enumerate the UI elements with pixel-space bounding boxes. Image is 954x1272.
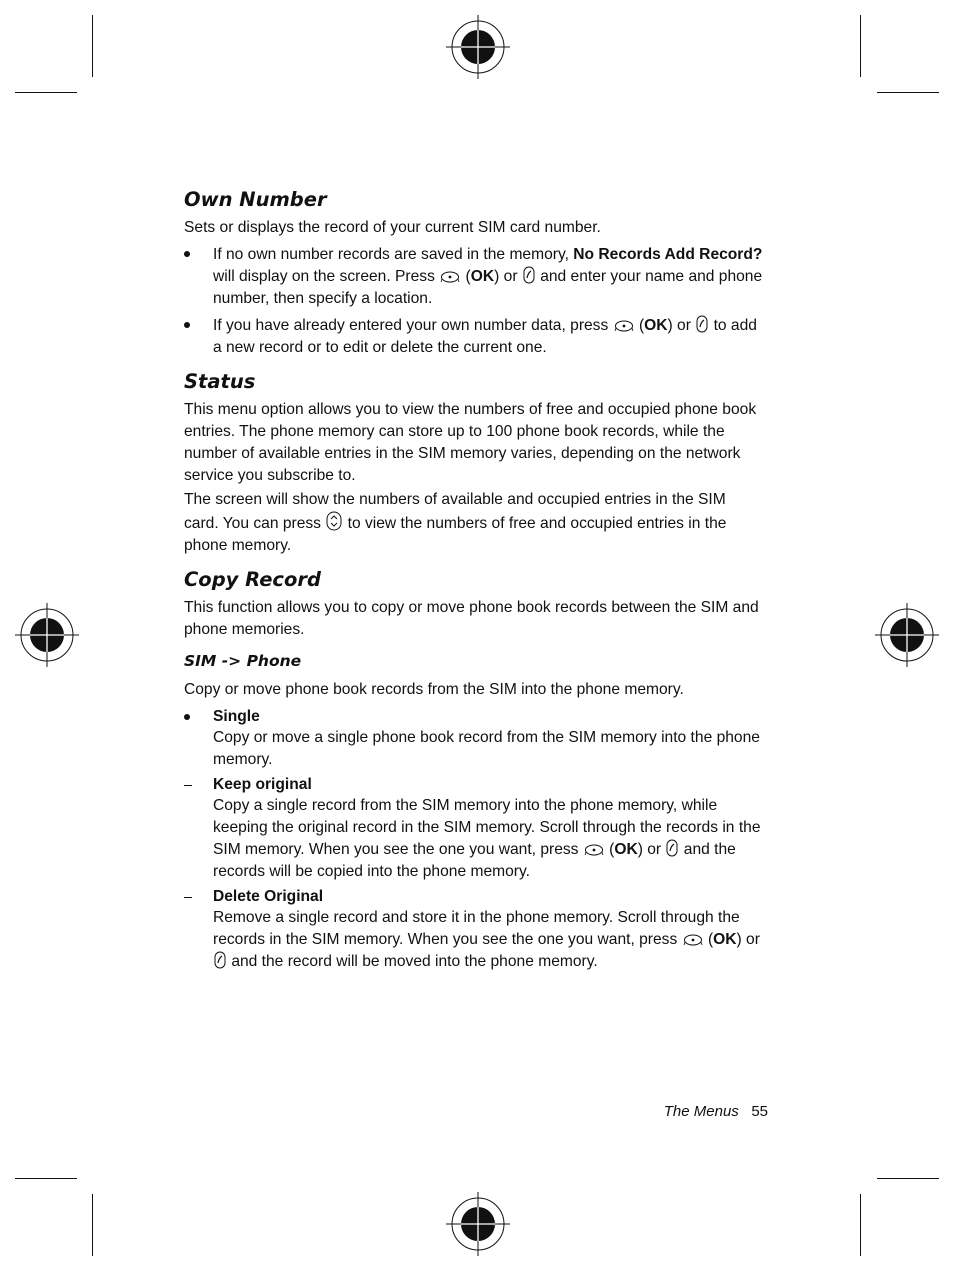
crop-mark xyxy=(15,92,77,93)
option-label-delete-original: Delete Original xyxy=(213,888,324,905)
section-title-own-number: Own Number xyxy=(184,188,327,211)
no-records-message: No Records Add Record? xyxy=(573,246,763,263)
bullet-icon xyxy=(184,322,190,328)
sim-phone-intro: Copy or move phone book records from the SIM into the phone memory. xyxy=(184,681,684,698)
call-key-icon xyxy=(523,266,535,284)
registration-mark-icon xyxy=(446,1192,510,1256)
list-item xyxy=(184,775,764,883)
footer-section-name: The Menus xyxy=(663,1103,739,1120)
bullet-icon xyxy=(184,714,190,720)
page-footer xyxy=(664,1103,768,1120)
option-description: Copy or move a single phone book record from the SIM memory into the phone memory. xyxy=(213,729,760,768)
section-title-copy-record: Copy Record xyxy=(184,568,321,591)
list-item xyxy=(184,887,764,973)
ok-key-icon xyxy=(683,933,703,947)
call-key-icon xyxy=(214,951,226,969)
call-key-icon xyxy=(696,315,708,333)
crop-mark xyxy=(15,1178,77,1179)
dash-icon xyxy=(184,785,192,786)
option-description: Remove a single record and store it in the phone memory. Scroll through the records in the SIM memory. When you see the one you want, press (OK) or and the record will be moved into the phone memory. xyxy=(213,909,760,970)
subsection-title-sim-phone: SIM -> Phone xyxy=(184,652,302,670)
bullet-icon xyxy=(184,251,190,257)
status-paragraph: This menu option allows you to view the numbers of free and occupied phone book entries. The phone memory can store up to 100 phone book records, while the number of available entries in the SIM memory varies, depending on the network service you subscribe to. xyxy=(184,401,757,484)
option-label-keep-original: Keep original xyxy=(213,776,312,793)
own-number-intro: Sets or displays the record of your current SIM card number. xyxy=(184,219,601,236)
scroll-key-icon xyxy=(326,511,342,531)
list-item xyxy=(184,707,764,771)
crop-mark xyxy=(92,1194,93,1256)
option-label-single: Single xyxy=(213,708,260,725)
page-content xyxy=(184,186,764,973)
dash-icon xyxy=(184,897,192,898)
copy-record-intro: This function allows you to copy or move phone book records between the SIM and phone memories. xyxy=(184,599,759,638)
list-item: If no own number records are saved in the memory, No Records Add Record? will display on the screen. Press (OK) or and enter your name and phone number, then specify a location. xyxy=(184,244,764,310)
status-paragraph: The screen will show the numbers of available and occupied entries in the SIM card. You can press to view the numbers of free and occupied entries in the phone memory. xyxy=(184,491,727,554)
crop-mark xyxy=(877,1178,939,1179)
crop-mark xyxy=(860,15,861,77)
ok-key-icon xyxy=(584,843,604,857)
page-number: 55 xyxy=(751,1103,768,1120)
registration-mark-icon xyxy=(875,603,939,667)
section-title-status: Status xyxy=(184,370,256,393)
option-description: Copy a single record from the SIM memory into the phone memory, while keeping the original record in the SIM memory. Scroll through the records in the SIM memory. When you see the one you want, press (OK) or and the records will be copied into the phone memory. xyxy=(213,797,761,880)
ok-key-icon xyxy=(440,270,460,284)
crop-mark xyxy=(877,92,939,93)
registration-mark-icon xyxy=(15,603,79,667)
list-item: If you have already entered your own number data, press (OK) or to add a new record or to edit or delete the current one. xyxy=(184,315,764,359)
call-key-icon xyxy=(666,839,678,857)
crop-mark xyxy=(92,15,93,77)
crop-mark xyxy=(860,1194,861,1256)
ok-key-icon xyxy=(614,319,634,333)
registration-mark-icon xyxy=(446,15,510,79)
